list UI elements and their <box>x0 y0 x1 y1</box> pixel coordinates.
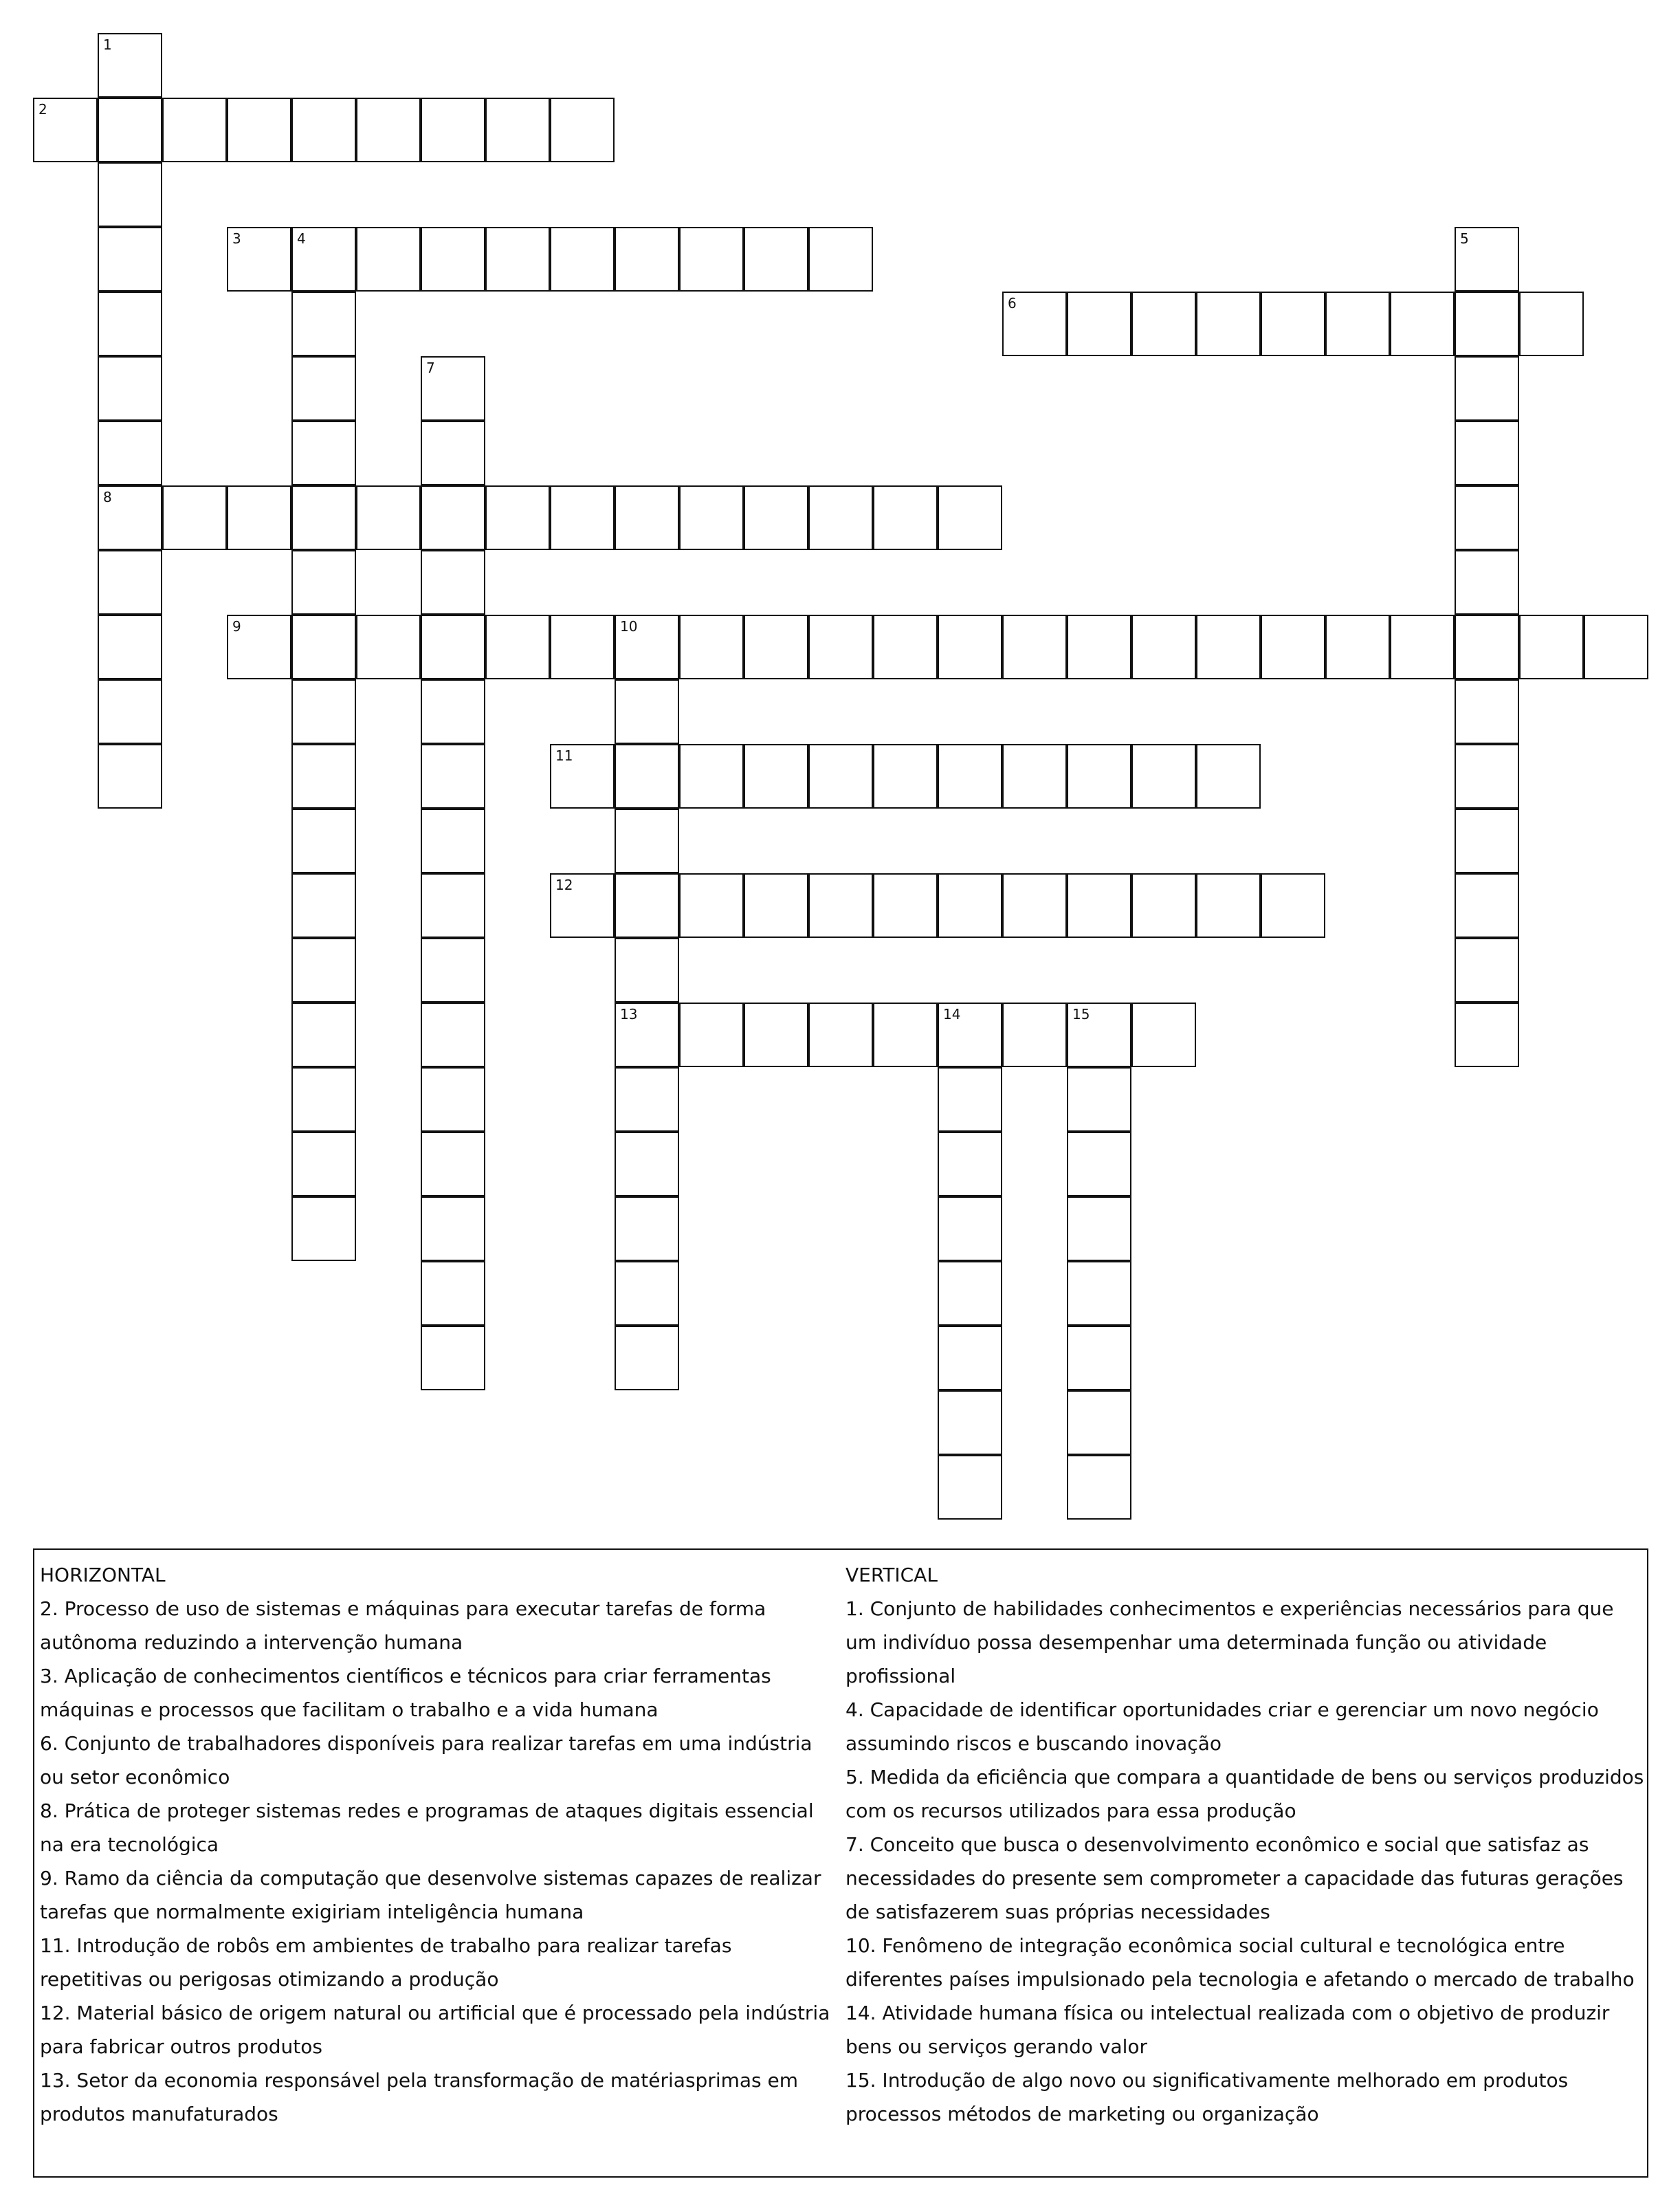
clue-number: 5 <box>1460 230 1469 247</box>
grid-cell[interactable] <box>744 227 808 292</box>
grid-cell[interactable] <box>938 1132 1002 1196</box>
grid-cell[interactable] <box>291 1196 356 1261</box>
grid-cell[interactable] <box>1067 292 1131 356</box>
grid-cell[interactable] <box>873 615 938 679</box>
clue-across-9: 9. Ramo da ciência da computação que desenvolve sistemas capazes de realizar tarefas que normalmente exigiriam inteligência humana <box>40 1867 821 1923</box>
grid-cell[interactable] <box>98 162 162 227</box>
grid-cell[interactable] <box>1067 1196 1131 1261</box>
grid-cell[interactable] <box>550 744 615 809</box>
grid-cell[interactable] <box>744 615 808 679</box>
grid-cell[interactable] <box>938 1067 1002 1132</box>
grid-cell[interactable] <box>873 744 938 809</box>
grid-cell[interactable] <box>1067 1390 1131 1455</box>
grid-cell[interactable] <box>938 1455 1002 1520</box>
clue-number: 8 <box>103 489 112 505</box>
grid-cell[interactable] <box>615 744 679 809</box>
grid-cell[interactable] <box>485 615 550 679</box>
grid-cell[interactable] <box>938 1196 1002 1261</box>
clue-across-13: 13. Setor da economia responsável pela transformação de matériasprimas em produtos manufaturados <box>40 2069 799 2125</box>
grid-cell[interactable] <box>356 227 421 292</box>
grid-cell[interactable] <box>1325 292 1390 356</box>
grid-cell[interactable] <box>938 485 1002 550</box>
grid-cell[interactable] <box>485 227 550 292</box>
grid-cell[interactable] <box>1131 615 1196 679</box>
clue-number: 2 <box>38 101 47 118</box>
grid-cell[interactable] <box>421 421 485 485</box>
grid-cell[interactable] <box>98 33 162 98</box>
clue-number: 14 <box>943 1006 961 1022</box>
grid-cell[interactable] <box>356 98 421 162</box>
grid-cell[interactable] <box>1261 292 1325 356</box>
grid-cell[interactable] <box>291 1003 356 1067</box>
grid-cell[interactable] <box>1455 679 1519 744</box>
grid-cell[interactable] <box>1196 744 1261 809</box>
grid-cell[interactable] <box>421 744 485 809</box>
grid-cell[interactable] <box>421 485 485 550</box>
grid-cell[interactable] <box>98 550 162 615</box>
clue-number: 13 <box>620 1006 638 1022</box>
grid-cell[interactable] <box>421 873 485 938</box>
grid-cell[interactable] <box>421 938 485 1003</box>
grid-cell[interactable] <box>1067 1455 1131 1520</box>
grid-cell[interactable] <box>615 679 679 744</box>
grid-cell[interactable] <box>744 744 808 809</box>
clue-down-7: 7. Conceito que busca o desenvolvimento econômico e social que satisfaz as necessidades do presente sem comprometer a capacidade das futuras gerações de satisfazerem suas próprias necessidades <box>845 1833 1624 1923</box>
grid-cell[interactable] <box>1131 873 1196 938</box>
grid-cell[interactable] <box>1131 744 1196 809</box>
clue-number: 15 <box>1072 1006 1090 1022</box>
grid-cell[interactable] <box>615 809 679 873</box>
clue-down-14: 14. Atividade humana física ou intelectual realizada com o objetivo de produzir bens ou serviços gerando valor <box>845 2002 1610 2058</box>
clue-down-5: 5. Medida da eficiência que compara a quantidade de bens ou serviços produzidos com os recursos utilizados para essa produção <box>845 1766 1644 1822</box>
grid-cell[interactable] <box>679 227 744 292</box>
grid-cell[interactable] <box>162 98 227 162</box>
grid-cell[interactable] <box>1455 292 1519 356</box>
vertical-clues <box>845 1558 1646 2131</box>
grid-cell[interactable] <box>98 227 162 292</box>
grid-cell[interactable] <box>615 1326 679 1390</box>
grid-cell[interactable] <box>938 873 1002 938</box>
clue-number: 9 <box>232 618 241 635</box>
grid-cell[interactable] <box>98 98 162 162</box>
grid-cell[interactable] <box>1455 227 1519 292</box>
grid-cell[interactable] <box>938 615 1002 679</box>
grid-cell[interactable] <box>1131 292 1196 356</box>
clue-across-11: 11. Introdução de robôs em ambientes de trabalho para realizar tarefas repetitivas ou perigosas otimizando a produção <box>40 1934 732 1991</box>
grid-cell[interactable] <box>808 1003 873 1067</box>
grid-cell[interactable] <box>1002 873 1067 938</box>
grid-cell[interactable] <box>421 1196 485 1261</box>
grid-cell[interactable] <box>421 227 485 292</box>
grid-cell[interactable] <box>615 1261 679 1326</box>
clue-down-1: 1. Conjunto de habilidades conhecimentos e experiências necessários para que um indivíduo possa desempenhar uma determinada função ou atividade profissional <box>845 1597 1614 1687</box>
grid-cell[interactable] <box>291 421 356 485</box>
grid-cell[interactable] <box>1196 292 1261 356</box>
grid-cell[interactable] <box>1455 550 1519 615</box>
grid-cell[interactable] <box>291 809 356 873</box>
grid-cell[interactable] <box>1455 1003 1519 1067</box>
grid-cell[interactable] <box>1455 744 1519 809</box>
clue-number: 11 <box>555 747 573 764</box>
vertical-heading: VERTICAL <box>845 1564 938 1586</box>
grid-cell[interactable] <box>421 1132 485 1196</box>
horizontal-heading: HORIZONTAL <box>40 1564 166 1586</box>
grid-cell[interactable] <box>98 679 162 744</box>
grid-cell[interactable] <box>1196 615 1261 679</box>
grid-cell[interactable] <box>291 615 356 679</box>
grid-cell[interactable] <box>1067 744 1131 809</box>
grid-cell[interactable] <box>33 98 98 162</box>
grid-cell[interactable] <box>1067 1003 1131 1067</box>
grid-cell[interactable] <box>1002 744 1067 809</box>
grid-cell[interactable] <box>615 227 679 292</box>
grid-cell[interactable] <box>291 227 356 292</box>
clue-down-4: 4. Capacidade de identificar oportunidades criar e gerenciar um novo negócio assumindo riscos e buscando inovação <box>845 1698 1599 1755</box>
grid-cell[interactable] <box>550 615 615 679</box>
grid-cell[interactable] <box>162 485 227 550</box>
grid-cell[interactable] <box>550 485 615 550</box>
grid-cell[interactable] <box>1261 873 1325 938</box>
grid-cell[interactable] <box>1196 873 1261 938</box>
grid-cell[interactable] <box>98 421 162 485</box>
grid-cell[interactable] <box>1519 615 1584 679</box>
grid-cell[interactable] <box>808 485 873 550</box>
grid-cell[interactable] <box>615 938 679 1003</box>
grid-cell[interactable] <box>615 1196 679 1261</box>
grid-cell[interactable] <box>98 292 162 356</box>
grid-cell[interactable] <box>1002 1003 1067 1067</box>
clue-number: 10 <box>620 618 638 635</box>
grid-cell[interactable] <box>421 1261 485 1326</box>
grid-cell[interactable] <box>98 485 162 550</box>
grid-cell[interactable] <box>291 873 356 938</box>
grid-cell[interactable] <box>1067 1132 1131 1196</box>
grid-cell[interactable] <box>291 98 356 162</box>
clue-down-15: 15. Introdução de algo novo ou significativamente melhorado em produtos processos métodos de marketing ou organização <box>845 2069 1569 2125</box>
grid-cell[interactable] <box>808 227 873 292</box>
grid-cell[interactable] <box>227 485 291 550</box>
grid-cell[interactable] <box>679 485 744 550</box>
clue-down-10: 10. Fenômeno de integração econômica social cultural e tecnológica entre diferentes países impulsionado pela tecnologia e afetando o mercado de trabalho <box>845 1934 1635 1991</box>
clue-number: 3 <box>232 230 241 247</box>
grid-cell[interactable] <box>744 485 808 550</box>
grid-cell[interactable] <box>808 744 873 809</box>
grid-cell[interactable] <box>679 615 744 679</box>
grid-cell[interactable] <box>98 744 162 809</box>
grid-cell[interactable] <box>873 485 938 550</box>
clue-across-8: 8. Prática de proteger sistemas redes e programas de ataques digitais essencial na era tecnológica <box>40 1799 814 1856</box>
grid-cell[interactable] <box>1002 292 1067 356</box>
grid-cell[interactable] <box>1455 615 1519 679</box>
grid-cell[interactable] <box>291 292 356 356</box>
clue-number: 6 <box>1008 295 1017 311</box>
grid-cell[interactable] <box>938 744 1002 809</box>
grid-cell[interactable] <box>873 873 938 938</box>
clue-number: 1 <box>103 36 112 53</box>
grid-cell[interactable] <box>938 1326 1002 1390</box>
grid-cell[interactable] <box>1067 1326 1131 1390</box>
grid-cell[interactable] <box>808 615 873 679</box>
grid-cell[interactable] <box>291 1132 356 1196</box>
grid-cell[interactable] <box>98 615 162 679</box>
grid-cell[interactable] <box>1455 356 1519 421</box>
grid-cell[interactable] <box>291 938 356 1003</box>
grid-cell[interactable] <box>1519 292 1584 356</box>
grid-cell[interactable] <box>1455 485 1519 550</box>
grid-cell[interactable] <box>679 873 744 938</box>
grid-cell[interactable] <box>615 1067 679 1132</box>
grid-cell[interactable] <box>1067 615 1131 679</box>
grid-cell[interactable] <box>356 615 421 679</box>
grid-cell[interactable] <box>550 98 615 162</box>
grid-cell[interactable] <box>227 615 291 679</box>
grid-cell[interactable] <box>421 679 485 744</box>
grid-cell[interactable] <box>615 1132 679 1196</box>
grid-cell[interactable] <box>421 356 485 421</box>
grid-cell[interactable] <box>744 873 808 938</box>
grid-cell[interactable] <box>1455 938 1519 1003</box>
grid-cell[interactable] <box>615 873 679 938</box>
grid-cell[interactable] <box>291 1067 356 1132</box>
grid-cell[interactable] <box>421 615 485 679</box>
grid-cell[interactable] <box>550 873 615 938</box>
grid-cell[interactable] <box>615 1003 679 1067</box>
clue-number: 12 <box>555 877 573 893</box>
grid-cell[interactable] <box>679 744 744 809</box>
grid-cell[interactable] <box>291 550 356 615</box>
clue-across-6: 6. Conjunto de trabalhadores disponíveis para realizar tarefas em uma indústria ou setor econômico <box>40 1732 813 1788</box>
clue-across-3: 3. Aplicação de conhecimentos científicos e técnicos para criar ferramentas máquinas e processos que facilitam o trabalho e a vida humana <box>40 1665 771 1721</box>
grid-cell[interactable] <box>938 1003 1002 1067</box>
grid-cell[interactable] <box>550 227 615 292</box>
grid-cell[interactable] <box>1455 809 1519 873</box>
grid-cell[interactable] <box>421 1003 485 1067</box>
grid-cell[interactable] <box>1325 615 1390 679</box>
grid-cell[interactable] <box>938 1261 1002 1326</box>
clue-across-2: 2. Processo de uso de sistemas e máquinas para executar tarefas de forma autônoma reduzindo a intervenção humana <box>40 1597 766 1654</box>
grid-cell[interactable] <box>1390 292 1455 356</box>
clue-number: 4 <box>297 230 306 247</box>
grid-cell[interactable] <box>679 1003 744 1067</box>
horizontal-clues <box>40 1558 834 2131</box>
grid-cell[interactable] <box>938 1390 1002 1455</box>
grid-cell[interactable] <box>356 485 421 550</box>
clues-box <box>33 1548 1648 2178</box>
grid-cell[interactable] <box>421 1067 485 1132</box>
grid-cell[interactable] <box>291 485 356 550</box>
grid-cell[interactable] <box>421 98 485 162</box>
grid-cell[interactable] <box>421 550 485 615</box>
grid-cell[interactable] <box>1002 615 1067 679</box>
clue-across-12: 12. Material básico de origem natural ou artificial que é processado pela indústria para fabricar outros produtos <box>40 2002 830 2058</box>
clue-number: 7 <box>426 360 435 376</box>
grid-cell[interactable] <box>291 356 356 421</box>
grid-cell[interactable] <box>1067 1067 1131 1132</box>
grid-cell[interactable] <box>1584 615 1648 679</box>
grid-cell[interactable] <box>1455 421 1519 485</box>
grid-cell[interactable] <box>1067 873 1131 938</box>
grid-cell[interactable] <box>744 1003 808 1067</box>
grid-cell[interactable] <box>421 809 485 873</box>
grid-cell[interactable] <box>808 873 873 938</box>
grid-cell[interactable] <box>291 744 356 809</box>
grid-cell[interactable] <box>485 98 550 162</box>
grid-cell[interactable] <box>227 227 291 292</box>
grid-cell[interactable] <box>1455 873 1519 938</box>
grid-cell[interactable] <box>485 485 550 550</box>
grid-cell[interactable] <box>98 356 162 421</box>
grid-cell[interactable] <box>1067 1261 1131 1326</box>
grid-cell[interactable] <box>1390 615 1455 679</box>
grid-cell[interactable] <box>615 485 679 550</box>
grid-cell[interactable] <box>873 1003 938 1067</box>
grid-cell[interactable] <box>421 1326 485 1390</box>
grid-cell[interactable] <box>227 98 291 162</box>
grid-cell[interactable] <box>1131 1003 1196 1067</box>
grid-cell[interactable] <box>291 679 356 744</box>
grid-cell[interactable] <box>615 615 679 679</box>
grid-cell[interactable] <box>1261 615 1325 679</box>
